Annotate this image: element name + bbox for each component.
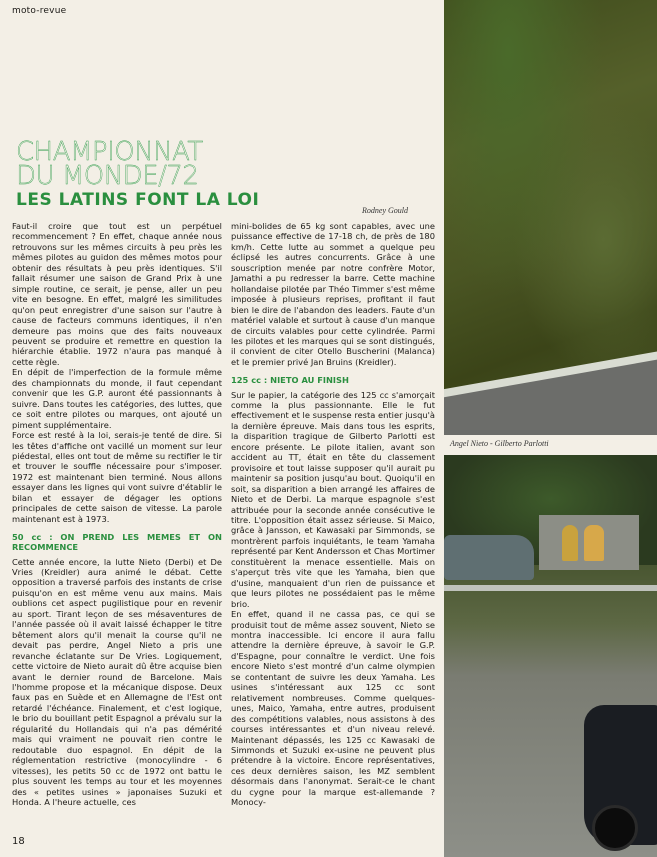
section-heading-125cc: 125 cc : NIETO AU FINISH [231, 375, 349, 386]
photo-nieto-parlotti [444, 455, 657, 857]
photo-spectator [584, 525, 604, 561]
paragraph: En dépit de l'imperfection de la formule même des championnats du monde, il faut cependant convenir que les G.P. auront été passionnants à suivre. Dans toutes les catégories, des luttes, que ce soit entre pilotes ou marques, ont ajouté un piment supplémentaire. [12, 367, 222, 430]
article-column-1 [12, 221, 222, 807]
photo-car [444, 535, 534, 580]
article-subtitle: LES LATINS FONT LA LOI [16, 190, 260, 210]
photo-guardrail [444, 585, 657, 591]
paragraph: Sur le papier, la catégorie des 125 cc s'amorçait comme la plus passionnante. Elle le fut effectivement et le suspense resta entier jusqu'à la dernière épreuve. Mais dans tous les esprits, la disparition tragique de Gilberto Parlotti est encore présente. Le pilote italien, avant son accident au TT, était en tête du classement provisoire et tout laisse supposer qu'il aurait pu maintenir sa position jusqu'au bout. Quoiqu'il en soit, sa disparition a bien arrangé les affaires de Nieto et de Derbi. La marque espagnole s'est attribuée pour la seconde année consécutive le titre. L'opposition était assez sérieuse. Si Maico, grâce à Jansson, et Kawasaki par Simmonds, se montrèrent parfois inquiétants, le team Yamaha représenté par Kent Andersson et Chas Mortimer constituèrent la menace essentielle. Mais on s'aperçut très vite que les Yamaha, bien que d'usine, manquaient d'un rien de puissance et que leurs pilotes ne possédaient pas le même brio. [231, 389, 435, 609]
caption-nieto-parlotti: Angel Nieto - Gilberto Parlotti [450, 439, 549, 448]
title-line-2: DU MONDE/72 [16, 161, 199, 191]
paragraph: Cette année encore, la lutte Nieto (Derbi) et De Vries (Kreidler) aura animé le débat. Cette opposition a traversé parfois des instants de crise puisqu'on en est même venu aux mains. Mais oublions cet aspect pugilistique pour en revenir au sport. Tirant leçon de ses mésaventures de l'année passée où il avait laissé échapper le titre bêtement alors qu'il menait la course qu'il ne devait pas perdre, Angel Nieto a pris une revanche éclatante sur De Vries. Logiquement, cette victoire de Nieto aurait dû être acquise bien avant le dernier round de Barcelone. Mais l'homme propose et la mécanique dispose. Deux faux pas en Suède et en Allemagne de l'Est ont retardé l'échéance. Finalement, et c'est logique, le brio du bouillant petit Espagnol a prévalu sur la régularité du Hollandais qui n'a pas démérité mais qui vraiment ne pouvait rien contre le redoutable duo espagnol. En dépit de la réglementation restrictive (monocylindre - 6 vitesses), les petits 50 cc de 1972 ont battu le plus souvent les temps au tour et les moyennes des « petites usines » japonaises Suzuki et Honda. A l'heure actuelle, ces [12, 556, 222, 807]
article-title [16, 137, 446, 191]
article-column-2 [231, 221, 435, 808]
paragraph: En effet, quand il ne cassa pas, ce qui se produisit tout de même assez souvent, Nieto se montra inaccessible. Ici encore il aura fallu attendre la dernière épreuve, à savoir le G.P. d'Espagne, pour connaître le verdict. Une fois encore Nieto s'est montré d'un calme olympien se contentant de suivre les deux Yamaha. Les usines s'intéressant aux 125 cc sont relativement nombreuses. Comme quelques-unes, Maico, Yamaha, entre autres, produisent des compétitions valables, nous assistons à des courses intéressantes et d'un niveau relevé. Maintenant dépassés, les 125 cc Kawasaki de Simmonds et Suzuki ex-usine ne peuvent plus prétendre à la victoire. Encore représentatives, ces deux dernières saison, les MZ semblent désormais dans l'anonymat. Serait-ce le chant du cygne pour la marque est-allemande ? Monocy- [231, 609, 435, 808]
running-head: moto-revue [12, 6, 67, 16]
section-heading-50cc: 50 cc : ON PREND LES MEMES ET ON RECOMMENCE [12, 532, 222, 553]
photo-tyre [592, 805, 638, 851]
title-line-1: CHAMPIONNAT [16, 137, 203, 167]
photo-spectator [562, 525, 578, 561]
photo-rodney-gould [444, 0, 657, 435]
paragraph: Force est resté à la loi, serais-je tenté de dire. Si les têtes d'affiche ont vacillé un moment sur leur piédestal, elles ont tout de même su rectifier le tir et trouver le souffle nécessaire pour s'imposer. 1972 est maintenant bien terminé. Nous allons essayer dans les lignes qui vont suivre d'établir le bilan et essayer de dégager les options principales de cette saison de vitesse. La parole maintenant est à 1973. [12, 430, 222, 524]
caption-rodney-gould: Rodney Gould [362, 206, 408, 215]
paragraph: mini-bolides de 65 kg sont capables, avec une puissance effective de 17-18 ch, de près de 180 km/h. Cette lutte au sommet a quelque peu éclipsé les autres concurrents. Grâce à une souscription menée par notre confrère Motor, Jamathi a pu redresser la barre. Cette machine hollandaise pilotée par Théo Timmer s'est même imposée à plusieurs reprises, profitant il faut bien le dire de l'abandon des leaders. Faute d'un matériel valable et surtout à cause d'un manque de circuits valables pour cette cylindrée. Parmi les pilotes et les marques qui se sont distingués, il convient de citer Otello Buscherini (Malanca) et le premier privé Jan Bruins (Kreidler). [231, 221, 435, 367]
paragraph: Faut-il croire que tout est un perpétuel recommencement ? En effet, chaque année nous retrouvons sur les mêmes circuits à peu près les mêmes pilotes au guidon des mêmes motos pour obtenir des résultats à peu près identiques. S'il fallait résumer une saison de Grand Prix à une simple routine, ce serait, je pense, aller un peu vite en besogne. En effet, malgré les similitudes qu'on peut enregistrer d'une saison sur l'autre à cause de facteurs communs identiques, il n'en demeure pas moins que des faits nouveaux peuvent se produire et remettre en question la hiérarchie établie. 1972 n'aura pas manqué à cette règle. [12, 221, 222, 367]
page-number: 18 [12, 836, 25, 847]
